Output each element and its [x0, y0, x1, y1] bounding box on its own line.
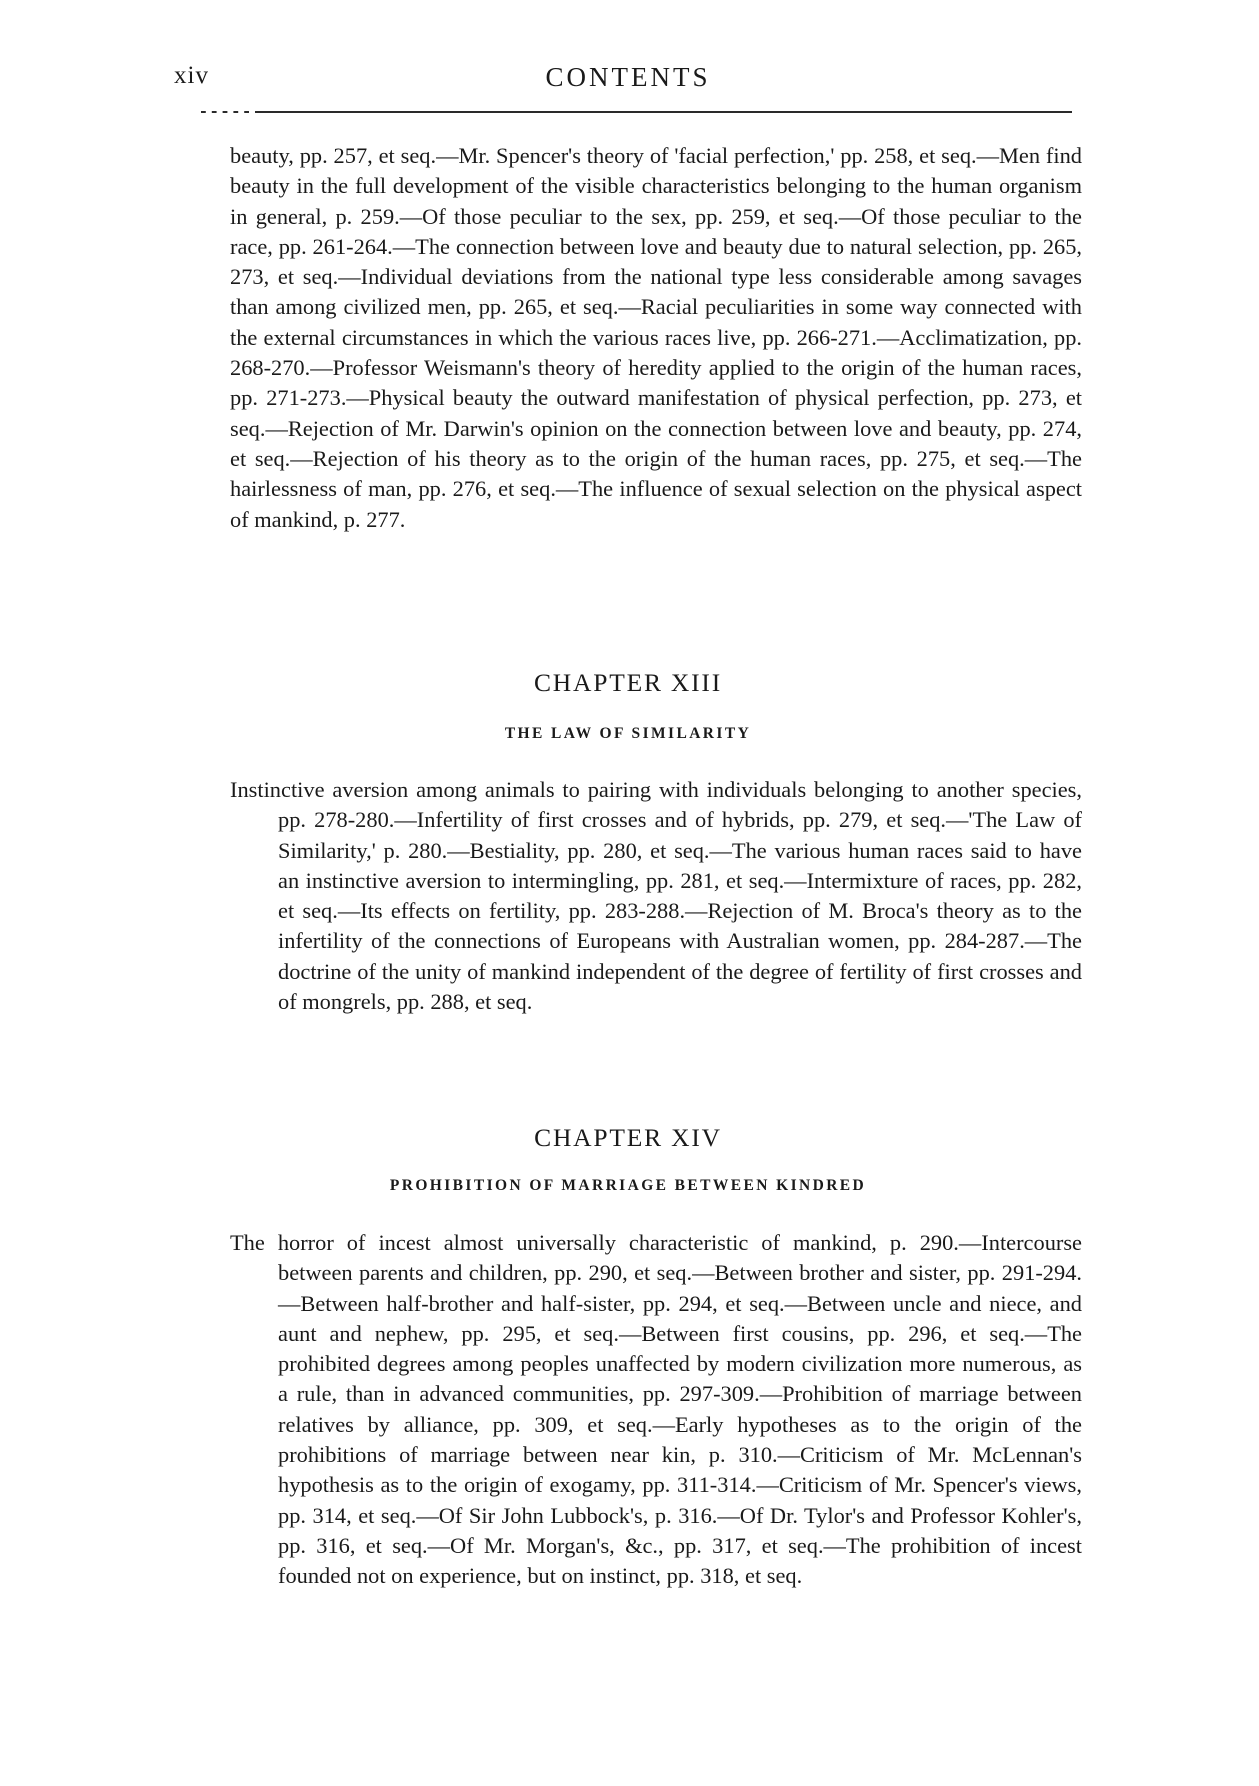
- header-rule: [195, 111, 1072, 113]
- page-number: xiv: [174, 62, 209, 89]
- chapter-summary: The horror of incest almost universally characteristic of mankind, p. 290.—Intercourse between parents and children, pp. 290, et seq.—Between brother and sister, pp. 291-294.—Between half-brother and half-sister, pp. 294, et seq.—Between uncle and niece, and aunt and nephew, pp. 295, et seq.—Between first cousins, pp. 296, et seq.—The prohibited degrees among peoples unaffected by modern civilization more numerous, as a rule, than in advanced communities, pp. 297-309.—Prohibition of marriage between relatives by alliance, pp. 309, et seq.—Early hypotheses as to the origin of the prohibitions of marriage between near kin, p. 310.—Criticism of Mr. McLennan's hypothesis as to the origin of exogamy, pp. 311-314.—Criticism of Mr. Spencer's views, pp. 314, et seq.—Of Sir John Lubbock's, p. 316.—Of Dr. Tylor's and Professor Kohler's, pp. 316, et seq.—Of Mr. Morgan's, &c., pp. 317, et seq.—The prohibition of incest founded not on experience, but on instinct, pp. 318, et seq.: [230, 1230, 1082, 1589]
- chapter-heading: CHAPTER XIV: [534, 1123, 722, 1152]
- chapter-subtitle: THE LAW OF SIMILARITY: [504, 725, 752, 742]
- running-title: CONTENTS: [545, 62, 711, 92]
- chapter-subtitle: PROHIBITION OF MARRIAGE BETWEEN KINDRED: [389, 1177, 867, 1194]
- continued-summary: beauty, pp. 257, et seq.—Mr. Spencer's theory of 'facial perfection,' pp. 258, et seq.—Men find beauty in the full development of the visible characteristics belonging to the human organism in general, p. 259.—Of those peculiar to the sex, pp. 259, et seq.—Of those peculiar to the race, pp. 261-264.—The connection between love and beauty due to natural selection, pp. 265, 273, et seq.—Individual deviations from the national type less considerable among savages than among civilized men, pp. 265, et seq.—Racial peculiarities in some way connected with the external circumstances in which the various races live, pp. 266-271.—Acclimatization, pp. 268-270.—Professor Weismann's theory of heredity applied to the origin of the human races, pp. 271-273.—Physical beauty the outward manifestation of physical perfection, pp. 273, et seq.—Rejection of Mr. Darwin's opinion on the connection between love and beauty, pp. 274, et seq.—Rejection of his theory as to the origin of the human races, pp. 275, et seq.—The hairlessness of man, pp. 276, et seq.—The influence of sexual selection on the physical aspect of mankind, p. 277.: [230, 143, 1082, 532]
- page-header: [174, 62, 1082, 96]
- header-rule-gap: [195, 111, 255, 113]
- chapter-summary: Instinctive aversion among animals to pairing with individuals belonging to another species, pp. 278-280.—Infertility of first crosses and of hybrids, pp. 279, et seq.—'The Law of Similarity,' p. 280.—Bestiality, pp. 280, et seq.—The various human races said to have an instinctive aversion to intermingling, pp. 281, et seq.—Intermixture of races, pp. 282, et seq.—Its effects on fertility, pp. 283-288.—Rejection of M. Broca's theory as to the infertility of the connections of Europeans with Australian women, pp. 284-287.—The doctrine of the unity of mankind independent of the degree of fertility of first crosses and of mongrels, pp. 288, et seq.: [230, 777, 1082, 1015]
- chapter-heading: CHAPTER XIII: [533, 668, 723, 697]
